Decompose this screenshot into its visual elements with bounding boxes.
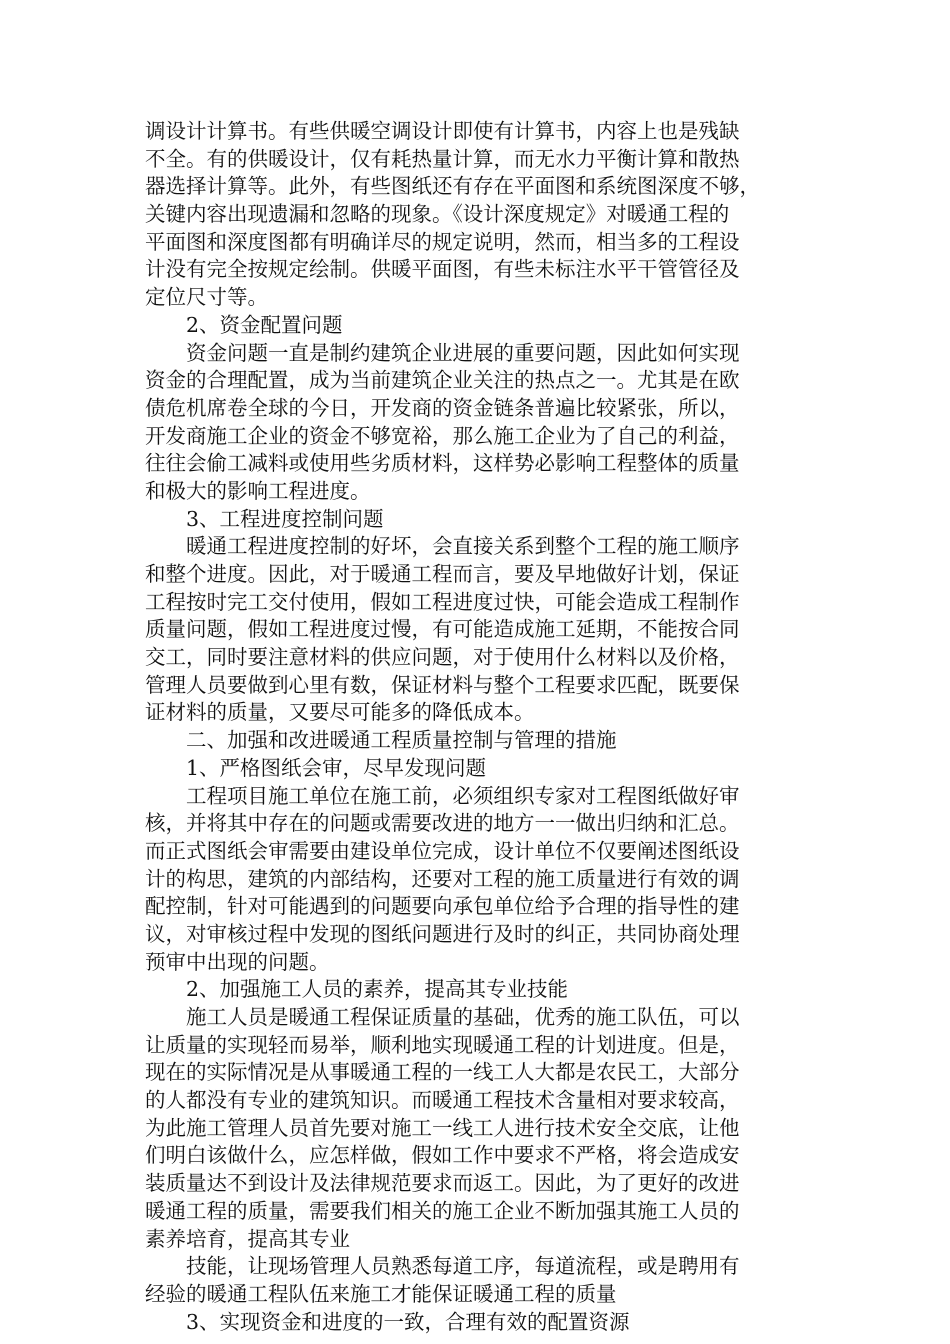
text-line: 工程项目施工单位在施工前，必须组织专家对工程图纸做好审 [186,783,740,808]
text-line: 3、工程进度控制问题 [186,506,384,531]
text-line: 让质量的实现轻而易举，顺利地实现暖通工程的计划进度。但是， [145,1032,740,1057]
text-line: 开发商施工企业的资金不够宽裕，那么施工企业为了自己的利益， [145,423,740,448]
text-line: 证材料的质量，又要尽可能多的降低成本。 [145,700,535,725]
text-line: 和极大的影响工程进度。 [145,478,371,503]
text-line: 不全。有的供暖设计，仅有耗热量计算，而无水力平衡计算和散热 [145,146,740,171]
text-line: 器选择计算等。此外，有些图纸还有存在平面图和系统图深度不够， [145,174,760,199]
text-line: 为此施工管理人员首先要对施工一线工人进行技术安全交底，让他 [145,1115,740,1140]
text-line: 2、资金配置问题 [186,312,343,337]
text-line: 定位尺寸等。 [145,285,268,310]
text-line: 平面图和深度图都有明确详尽的规定说明，然而，相当多的工程设 [145,229,740,254]
text-line: 调设计计算书。有些供暖空调设计即使有计算书，内容上也是残缺 [145,119,740,143]
text-line: 质量问题，假如工程进度过慢，有可能造成施工延期，不能按合同 [145,617,740,642]
text-line: 二、加强和改进暖通工程质量控制与管理的措施 [186,728,617,753]
text-line: 核，并将其中存在的问题或需要改进的地方一一做出归纳和汇总。 [145,811,740,836]
text-line: 往往会偷工减料或使用些劣质材料，这样势必影响工程整体的质量 [145,451,740,476]
text-line: 计没有完全按规定绘制。供暖平面图，有些未标注水平干管管径及 [145,257,740,282]
text-line: 3、实现资金和进度的一致，合理有效的配置资源 [186,1309,630,1334]
text-line: 债危机席卷全球的今日，开发商的资金链条普遍比较紧张，所以， [145,395,740,420]
text-line: 的人都没有专业的建筑知识。而暖通工程技术含量相对要求较高， [145,1088,740,1113]
text-line: 素养培育，提高其专业 [145,1226,350,1251]
text-line: 暖通工程进度控制的好坏，会直接关系到整个工程的施工顺序 [186,534,740,559]
text-line: 交工，同时要注意材料的供应问题，对于使用什么材料以及价格， [145,645,740,670]
text-line: 关键内容出现遗漏和忽略的现象。《设计深度规定》对暖通工程的 [145,202,730,227]
text-line: 管理人员要做到心里有数，保证材料与整个工程要求匹配，既要保 [145,672,740,697]
text-line: 2、加强施工人员的素养，提高其专业技能 [186,977,569,1002]
text-line: 技能，让现场管理人员熟悉每道工序，每道流程，或是聘用有 [186,1254,740,1279]
document-body [145,118,805,1336]
text-line: 资金的合理配置，成为当前建筑企业关注的热点之一。尤其是在欧 [145,368,740,393]
text-line: 装质量达不到设计及法律规范要求而返工。因此，为了更好的改进 [145,1171,740,1196]
text-line: 资金问题一直是制约建筑企业进展的重要问题，因此如何实现 [186,340,740,365]
text-line: 1、严格图纸会审，尽早发现问题 [186,755,487,780]
text-line: 配控制，针对可能遇到的问题要向承包单位给予合理的指导性的建 [145,894,740,919]
text-line: 议，对审核过程中发现的图纸问题进行及时的纠正，共同协商处理 [145,921,740,946]
text-line: 们明白该做什么，应怎样做，假如工作中要求不严格，将会造成安 [145,1143,740,1168]
text-line: 而正式图纸会审需要由建设单位完成，设计单位不仅要阐述图纸设 [145,838,740,863]
text-line: 现在的实际情况是从事暖通工程的一线工人大都是农民工，大部分 [145,1060,740,1085]
text-line: 经验的暖通工程队伍来施工才能保证暖通工程的质量 [145,1281,617,1306]
text-line: 预审中出现的问题。 [145,949,330,974]
text-line: 计的构思，建筑的内部结构，还要对工程的施工质量进行有效的调 [145,866,740,891]
text-line: 施工人员是暖通工程保证质量的基础，优秀的施工队伍，可以 [186,1005,740,1029]
text-line: 和整个进度。因此，对于暖通工程而言，要及早地做好计划，保证 [145,562,740,586]
text-line: 暖通工程的质量，需要我们相关的施工企业不断加强其施工人员的 [145,1198,740,1223]
text-line: 工程按时完工交付使用，假如工程进度过快，可能会造成工程制作 [145,589,740,614]
